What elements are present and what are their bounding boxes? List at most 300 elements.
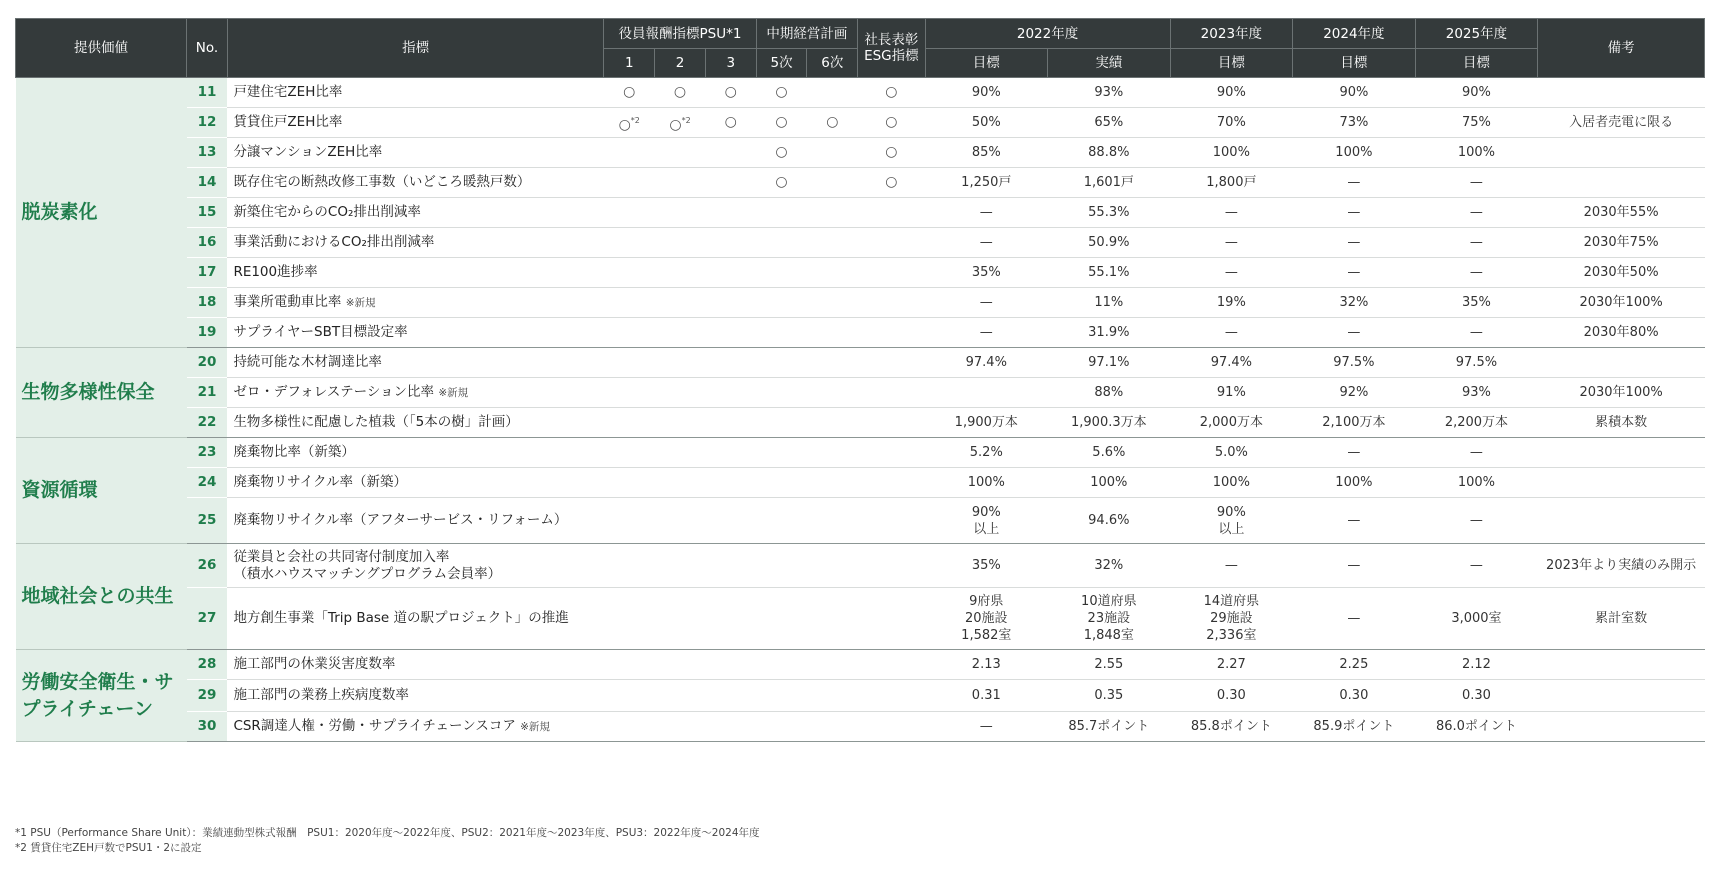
esg-cell: [858, 198, 925, 228]
target-2022-value: —: [979, 205, 993, 220]
psu1-cell: [604, 650, 655, 680]
actual-2022-value: 1,900.3万本: [1071, 415, 1147, 430]
actual-2022-value: 32%: [1094, 558, 1124, 573]
target-2024-cell: [1293, 288, 1416, 318]
target-2024-value: —: [1347, 265, 1361, 280]
target-2022-value: 9府県 20施設 1,582室: [961, 594, 1012, 643]
psu1-cell: [604, 258, 655, 288]
psu2-cell: [655, 108, 706, 138]
psu3-cell: [705, 198, 756, 228]
target-2022-cell: [925, 544, 1048, 588]
target-2022-value: —: [979, 235, 993, 250]
target-2023-cell: [1170, 168, 1293, 198]
target-2023-cell: [1170, 318, 1293, 348]
target-2024-value: —: [1347, 558, 1361, 573]
actual-2022-value: 85.7ポイント: [1068, 719, 1150, 734]
target-2025-cell: [1415, 108, 1538, 138]
target-2022-cell: [925, 468, 1048, 498]
psu3-cell: [705, 108, 756, 138]
target-2025-value: 86.0ポイント: [1435, 719, 1517, 734]
psu2-cell: [655, 198, 706, 228]
row-number: 20: [187, 348, 228, 378]
psu2-cell: [655, 138, 706, 168]
psu1-cell: [604, 544, 655, 588]
target-2024-value: —: [1347, 235, 1361, 250]
target-2022-cell: [925, 588, 1048, 650]
plan5-cell: [756, 348, 807, 378]
indicator-cell: [227, 258, 603, 288]
target-2023-cell: [1170, 544, 1293, 588]
actual-2022-cell: [1048, 378, 1171, 408]
plan6-cell: [807, 438, 858, 468]
esg-cell: [858, 650, 925, 680]
target-2025-value: —: [1469, 325, 1483, 340]
target-2023-value: 2.27: [1216, 657, 1246, 672]
plan5-cell: [756, 168, 807, 198]
target-2025-cell: [1415, 288, 1538, 318]
header-psu-3: 3: [705, 49, 756, 78]
psu1-cell: [604, 498, 655, 544]
indicator-cell: [227, 544, 603, 588]
plan5-cell: [756, 198, 807, 228]
target-2022-cell: [925, 712, 1048, 742]
target-2025-value: 3,000室: [1451, 611, 1502, 626]
psu1-cell: [604, 348, 655, 378]
remarks-value: 累積本数: [1595, 415, 1648, 430]
target-2023-cell: [1170, 228, 1293, 258]
psu1-cell: [604, 408, 655, 438]
plan5-cell: [756, 228, 807, 258]
category-c2: 生物多様性保全: [16, 348, 187, 438]
target-2022-cell: [925, 288, 1048, 318]
target-2023-value: 91%: [1216, 385, 1246, 400]
remarks-value: 累計室数: [1595, 611, 1648, 626]
target-2025-cell: [1415, 258, 1538, 288]
header-psu: 役員報酬指標PSU*1: [604, 19, 756, 49]
target-2025-value: —: [1469, 235, 1483, 250]
footnote-1: *1 PSU（Performance Share Unit）：業績連動型株式報酬 PSU1：2020年度～2022年度、PSU2：2021年度～2023年度、PSU3：2022年度～2024年度: [15, 827, 760, 839]
target-2023-cell: [1170, 680, 1293, 712]
target-2024-value: 92%: [1339, 385, 1369, 400]
target-2023-value: —: [1224, 325, 1238, 340]
indicator-text: 従業員と会社の共同寄付制度加入率 （積水ハウスマッチングプログラム会員率）: [233, 548, 502, 582]
target-2022-value: 50%: [971, 115, 1001, 130]
header-psu-1: 1: [604, 49, 655, 78]
psu3-cell: [705, 712, 756, 742]
target-2023-value: —: [1224, 235, 1238, 250]
plan6-cell: [807, 168, 858, 198]
row-number: 24: [187, 468, 228, 498]
category-c5: 労働安全衛生・サプライチェーン: [16, 650, 187, 742]
table-row: [16, 498, 1705, 544]
remarks-cell: [1538, 78, 1705, 108]
actual-2022-value: 100%: [1090, 475, 1128, 490]
row-number: 14: [187, 168, 228, 198]
target-2023-cell: [1170, 438, 1293, 468]
indicator-cell: [227, 108, 603, 138]
actual-2022-cell: [1048, 680, 1171, 712]
actual-2022-cell: [1048, 438, 1171, 468]
actual-2022-cell: [1048, 198, 1171, 228]
plan6-cell: [807, 318, 858, 348]
row-number: 11: [187, 78, 228, 108]
plan6-cell: [807, 198, 858, 228]
target-2025-value: 93%: [1461, 385, 1491, 400]
esg-cell: [858, 498, 925, 544]
actual-2022-cell: [1048, 108, 1171, 138]
remarks-value: 入居者売電に限る: [1569, 115, 1674, 130]
psu3-cell: [705, 438, 756, 468]
table-row: [16, 318, 1705, 348]
target-2023-value: 90%: [1216, 85, 1246, 100]
target-2022-cell: [925, 138, 1048, 168]
header-2023: 2023年度: [1170, 19, 1293, 49]
target-2022-cell: [925, 650, 1048, 680]
indicator-cell: [227, 588, 603, 650]
indicator-cell: [227, 712, 603, 742]
header-remarks: 備考: [1538, 19, 1705, 78]
remarks-cell: [1538, 680, 1705, 712]
target-2024-value: —: [1347, 611, 1361, 626]
remarks-cell: [1538, 168, 1705, 198]
esg-cell: [858, 408, 925, 438]
psu3-cell: [705, 228, 756, 258]
actual-2022-value: 94.6%: [1088, 513, 1130, 528]
psu1-cell: [604, 138, 655, 168]
target-2025-cell: [1415, 650, 1538, 680]
indicator-cell: [227, 650, 603, 680]
psu3-cell: [705, 680, 756, 712]
indicator-cell: [227, 198, 603, 228]
target-2023-value: 97.4%: [1210, 355, 1253, 370]
row-number: 26: [187, 544, 228, 588]
target-2023-value: 5.0%: [1214, 445, 1248, 460]
target-2025-cell: [1415, 588, 1538, 650]
psu3-cell: [705, 258, 756, 288]
psu2-cell: [655, 168, 706, 198]
header-2023-target: 目標: [1170, 49, 1293, 78]
target-2025-cell: [1415, 318, 1538, 348]
psu1-cell: [604, 78, 655, 108]
actual-2022-cell: [1048, 258, 1171, 288]
target-2023-cell: [1170, 408, 1293, 438]
psu1-cell: [604, 438, 655, 468]
target-2025-cell: [1415, 712, 1538, 742]
remarks-value: 2030年80%: [1583, 325, 1659, 340]
target-2025-value: —: [1469, 205, 1483, 220]
indicator-text: 戸建住宅ZEH比率: [233, 84, 343, 100]
target-2023-value: —: [1224, 558, 1238, 573]
psu2-cell: [655, 228, 706, 258]
table-row: [16, 408, 1705, 438]
target-2022-value: 35%: [971, 558, 1001, 573]
remarks-cell: [1538, 198, 1705, 228]
indicator-cell: [227, 138, 603, 168]
target-2024-cell: [1293, 258, 1416, 288]
table-row: [16, 138, 1705, 168]
target-2023-value: 70%: [1216, 115, 1246, 130]
remarks-cell: [1538, 438, 1705, 468]
target-2022-value: 100%: [967, 475, 1005, 490]
row-number: 15: [187, 198, 228, 228]
circle-mark: ○: [775, 144, 788, 160]
target-2025-value: 90%: [1461, 85, 1491, 100]
target-2023-cell: [1170, 78, 1293, 108]
target-2024-cell: [1293, 198, 1416, 228]
target-2024-value: 97.5%: [1333, 355, 1375, 370]
circle-mark: ○: [623, 84, 636, 100]
target-2023-cell: [1170, 378, 1293, 408]
actual-2022-cell: [1048, 138, 1171, 168]
actual-2022-value: 97.1%: [1088, 355, 1130, 370]
header-esg-line1: 社長表彰: [864, 32, 919, 48]
psu1-cell: [604, 680, 655, 712]
remarks-value: 2023年より実績のみ開示: [1546, 558, 1697, 573]
circle-mark: ○: [724, 84, 737, 100]
new-note: ※新規: [520, 720, 550, 733]
psu3-cell: [705, 78, 756, 108]
esg-cell: [858, 468, 925, 498]
actual-2022-value: 0.35: [1094, 688, 1124, 703]
indicator-cell: [227, 228, 603, 258]
target-2024-cell: [1293, 438, 1416, 468]
target-2022-value: —: [979, 295, 993, 310]
target-2023-cell: [1170, 258, 1293, 288]
target-2025-cell: [1415, 544, 1538, 588]
psu3-cell: [705, 288, 756, 318]
table-row: [16, 228, 1705, 258]
target-2023-value: —: [1224, 205, 1238, 220]
remarks-cell: [1538, 588, 1705, 650]
plan5-cell: [756, 138, 807, 168]
target-2025-cell: [1415, 138, 1538, 168]
plan5-cell: [756, 712, 807, 742]
circle-mark: ○: [775, 174, 788, 190]
target-2022-value: 35%: [971, 265, 1001, 280]
psu3-cell: [705, 378, 756, 408]
target-2024-cell: [1293, 544, 1416, 588]
target-2022-cell: [925, 108, 1048, 138]
esg-cell: [858, 168, 925, 198]
target-2024-cell: [1293, 228, 1416, 258]
psu2-cell: [655, 498, 706, 544]
target-2023-cell: [1170, 288, 1293, 318]
table-row: [16, 258, 1705, 288]
plan6-cell: [807, 680, 858, 712]
actual-2022-value: 65%: [1094, 115, 1124, 130]
target-2024-value: 2,100万本: [1322, 415, 1386, 430]
table-row: [16, 288, 1705, 318]
target-2025-value: 2,200万本: [1444, 415, 1509, 430]
remarks-cell: [1538, 228, 1705, 258]
target-2025-cell: [1415, 408, 1538, 438]
target-2025-cell: [1415, 78, 1538, 108]
target-2023-cell: [1170, 468, 1293, 498]
plan6-cell: [807, 408, 858, 438]
row-number: 23: [187, 438, 228, 468]
actual-2022-value: 11%: [1094, 295, 1124, 310]
psu1-cell: [604, 318, 655, 348]
indicator-text: ゼロ・デフォレステーション比率: [233, 383, 435, 400]
row-number: 28: [187, 650, 228, 680]
target-2024-cell: [1293, 680, 1416, 712]
header-2025-target: 目標: [1415, 49, 1538, 78]
psu2-cell: [655, 408, 706, 438]
row-number: 17: [187, 258, 228, 288]
target-2025-cell: [1415, 198, 1538, 228]
plan6-cell: [807, 650, 858, 680]
target-2022-value: 1,250戸: [961, 175, 1012, 190]
target-2024-value: —: [1347, 205, 1361, 220]
psu2-cell: [655, 78, 706, 108]
target-2022-cell: [925, 378, 1048, 408]
header-2022: 2022年度: [925, 19, 1170, 49]
header-plan-5: 5次: [756, 49, 807, 78]
table-row: [16, 438, 1705, 468]
remarks-cell: [1538, 468, 1705, 498]
target-2025-value: 2.12: [1461, 657, 1491, 672]
indicator-cell: [227, 378, 603, 408]
target-2025-cell: [1415, 228, 1538, 258]
plan5-cell: [756, 408, 807, 438]
plan6-cell: [807, 258, 858, 288]
psu3-cell: [705, 318, 756, 348]
remarks-value: 2030年55%: [1583, 205, 1659, 220]
target-2025-cell: [1415, 168, 1538, 198]
target-2024-cell: [1293, 168, 1416, 198]
target-2025-value: 97.5%: [1455, 355, 1498, 370]
table-row: [16, 78, 1705, 108]
plan6-cell: [807, 228, 858, 258]
remarks-cell: [1538, 288, 1705, 318]
target-2022-value: 90% 以上: [971, 504, 1001, 537]
actual-2022-cell: [1048, 408, 1171, 438]
indicator-text: 事業所電動車比率: [233, 293, 342, 310]
header-2022-target: 目標: [925, 49, 1048, 78]
actual-2022-cell: [1048, 78, 1171, 108]
target-2024-cell: [1293, 712, 1416, 742]
plan5-cell: [756, 498, 807, 544]
indicator-cell: [227, 468, 603, 498]
header-2022-actual: 実績: [1048, 49, 1171, 78]
psu3-cell: [705, 544, 756, 588]
psu2-cell: [655, 438, 706, 468]
target-2025-value: 75%: [1461, 115, 1491, 130]
remarks-value: 2030年75%: [1583, 235, 1659, 250]
target-2024-value: 90%: [1339, 85, 1369, 100]
category-c4: 地域社会との共生: [16, 544, 187, 650]
actual-2022-cell: [1048, 498, 1171, 544]
target-2024-value: —: [1347, 445, 1361, 460]
actual-2022-value: 5.6%: [1092, 445, 1126, 460]
remarks-cell: [1538, 712, 1705, 742]
circle-mark: ○: [775, 114, 788, 130]
circle-mark: ○: [885, 114, 898, 130]
actual-2022-value: 10道府県 23施設 1,848室: [1081, 594, 1137, 643]
indicator-text: 廃棄物比率（新築）: [233, 444, 355, 460]
indicator-cell: [227, 168, 603, 198]
circle-mark: ○: [669, 116, 682, 133]
target-2025-cell: [1415, 468, 1538, 498]
indicator-cell: [227, 408, 603, 438]
indicator-cell: [227, 348, 603, 378]
table-row: [16, 544, 1705, 588]
table-body: [16, 78, 1705, 742]
kpi-table: [15, 18, 1705, 742]
indicator-text: 持続可能な木材調達比率: [233, 354, 382, 370]
new-note: ※新規: [438, 386, 469, 399]
plan6-cell: [807, 108, 858, 138]
indicator-text: CSR調達人権・労働・サプライチェーンスコア: [233, 717, 516, 734]
target-2024-value: 2.25: [1339, 657, 1369, 672]
indicator-text: 地方創生事業「Trip Base 道の駅プロジェクト」の推進: [233, 610, 569, 626]
psu1-cell: [604, 228, 655, 258]
indicator-cell: [227, 288, 603, 318]
target-2022-value: 90%: [971, 85, 1001, 100]
remarks-cell: [1538, 258, 1705, 288]
indicator-text: RE100進捗率: [233, 264, 318, 280]
target-2024-value: —: [1347, 325, 1361, 340]
psu1-cell: [604, 288, 655, 318]
header-2025: 2025年度: [1415, 19, 1538, 49]
psu2-cell: [655, 544, 706, 588]
target-2023-value: 0.30: [1216, 688, 1246, 703]
target-2024-cell: [1293, 498, 1416, 544]
psu3-cell: [705, 650, 756, 680]
table-row: [16, 468, 1705, 498]
header-plan-6: 6次: [807, 49, 858, 78]
plan5-cell: [756, 680, 807, 712]
indicator-text: 賃貸住戸ZEH比率: [233, 114, 343, 130]
target-2022-value: 2.13: [971, 657, 1001, 672]
psu3-cell: [705, 498, 756, 544]
target-2023-value: 100%: [1212, 475, 1250, 490]
actual-2022-value: 2.55: [1094, 657, 1124, 672]
actual-2022-value: 55.3%: [1088, 205, 1130, 220]
target-2025-value: 100%: [1457, 475, 1495, 490]
target-2024-cell: [1293, 378, 1416, 408]
plan6-cell: [807, 378, 858, 408]
row-number: 22: [187, 408, 228, 438]
target-2025-value: —: [1469, 265, 1483, 280]
target-2023-value: 2,000万本: [1199, 415, 1263, 430]
category-c3: 資源循環: [16, 438, 187, 544]
target-2022-value: —: [979, 719, 993, 734]
psu1-cell: [604, 198, 655, 228]
target-2024-cell: [1293, 318, 1416, 348]
table-row: [16, 712, 1705, 742]
target-2024-value: 100%: [1335, 145, 1373, 160]
actual-2022-cell: [1048, 588, 1171, 650]
header-2024: 2024年度: [1293, 19, 1416, 49]
target-2024-cell: [1293, 588, 1416, 650]
row-number: 13: [187, 138, 228, 168]
plan6-cell: [807, 498, 858, 544]
circle-mark: ○: [775, 84, 788, 100]
psu3-cell: [705, 408, 756, 438]
plan5-cell: [756, 438, 807, 468]
target-2025-value: 35%: [1461, 295, 1491, 310]
target-2022-cell: [925, 438, 1048, 468]
footnote-ref: *2: [681, 115, 691, 125]
psu2-cell: [655, 588, 706, 650]
esg-cell: [858, 438, 925, 468]
psu1-cell: [604, 378, 655, 408]
target-2022-cell: [925, 318, 1048, 348]
psu1-cell: [604, 588, 655, 650]
target-2022-value: —: [979, 325, 993, 340]
kpi-table-container: [15, 18, 1705, 742]
